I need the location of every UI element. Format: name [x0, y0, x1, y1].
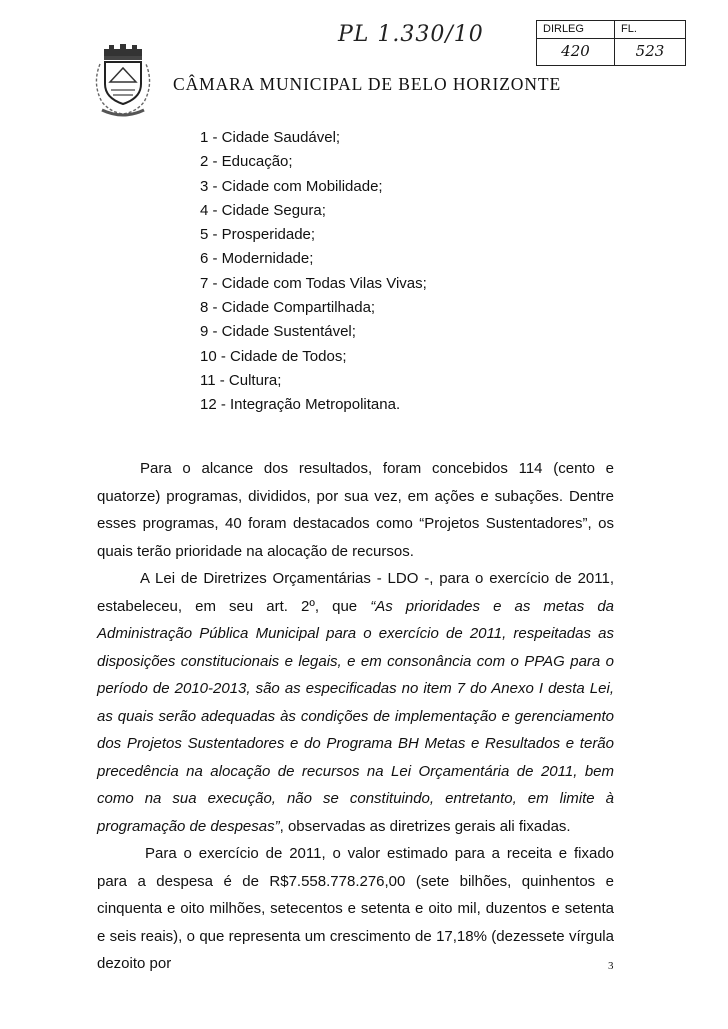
body-text: [97, 455, 614, 978]
list-item: 3 - Cidade com Mobilidade;: [200, 177, 383, 195]
ldo-quote: “As prioridades e as metas da Administração Pública Municipal para o exercício de 2011, respeitadas as disposições constitucionais e legais, e em consonância com o PPAG para o período de 2010-2013, são as especificadas no item 7 do Anexo I desta Lei, as quais serão adequadas às condições de implementação e gerenciamento dos Projetos Sustentadores e do Programa BH Metas e Resultados e terão precedência na alocação de recursos na Lei Orçamentária de 2011, bem como na sua execução, não se constituindo, entretanto, em limite à programação de despesas”: [97, 597, 615, 835]
list-item: 10 - Cidade de Todos;: [200, 347, 347, 365]
institution-title: CÂMARA MUNICIPAL DE BELO HORIZONTE: [173, 74, 562, 94]
priority-areas-list: [200, 126, 427, 418]
list-item: 9 - Cidade Sustentável;: [200, 323, 356, 341]
handwritten-reference: PL 1.330/10: [338, 22, 484, 47]
list-item: 5 - Prosperidade;: [200, 226, 316, 244]
stamp-fl-label: FL.: [615, 21, 685, 39]
stamp-dirleg-value: 420: [537, 39, 615, 65]
list-item: 6 - Modernidade;: [200, 250, 314, 268]
list-item: 8 - Cidade Compartilhada;: [200, 299, 376, 317]
list-item: 7 - Cidade com Todas Vilas Vivas;: [200, 274, 427, 292]
ldo-intro: A Lei de Diretrizes Orçamentárias - LDO -, para o exercício de 2011, estabeleceu, em seu art. 2º, que: [97, 570, 614, 615]
paragraph-ldo: [97, 565, 614, 840]
protocol-stamp: [536, 20, 686, 66]
stamp-dirleg-label: DIRLEG: [537, 21, 615, 39]
stamp-fl-value: 523: [635, 42, 665, 60]
list-item: 11 - Cultura;: [200, 371, 282, 389]
coat-of-arms-icon: [88, 40, 158, 122]
list-item: 4 - Cidade Segura;: [200, 201, 326, 219]
paragraph-budget: Para o exercício de 2011, o valor estimado para a receita e fixado para a despesa é de R$7.558.778.276,00 (sete bilhões, quinhentos e cinquenta e oito milhões, setecentos e setenta e oito mil, duzentos e setenta e seis reais), o que representa um crescimento de 17,18% (dezessete vírgula dezoito por: [97, 845, 614, 972]
paragraph-programs: Para o alcance dos resultados, foram concebidos 114 (cento e quatorze) programas, divididos, por sua vez, em ações e subações. Dentre esses programas, 40 foram destacados como “Projetos Sustentadores”, os quais terão prioridade na alocação de recursos.: [97, 460, 614, 560]
list-item: 2 - Educação;: [200, 153, 293, 171]
list-item: 12 - Integração Metropolitana.: [200, 396, 401, 414]
page-number: 3: [608, 960, 614, 972]
ldo-outro: , observadas as diretrizes gerais ali fixadas.: [279, 817, 571, 835]
list-item: 1 - Cidade Saudável;: [200, 129, 341, 146]
